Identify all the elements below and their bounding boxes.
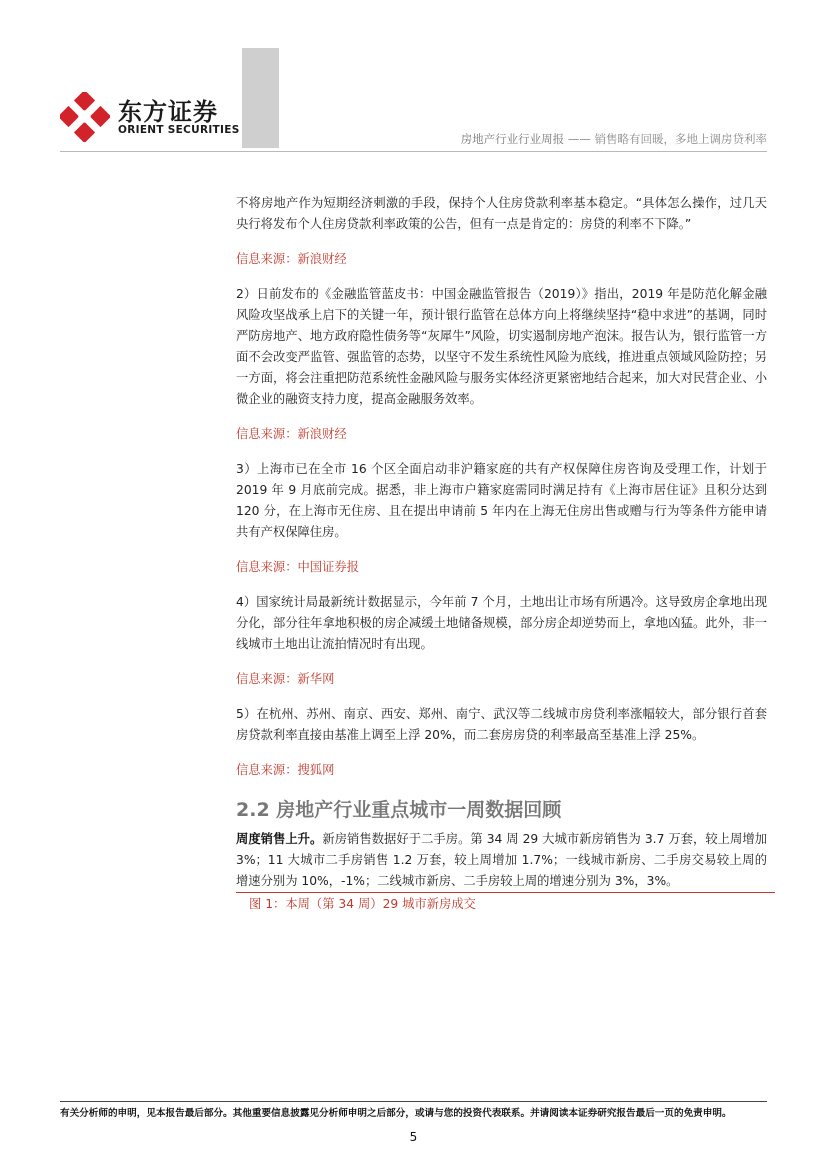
figure-caption: 图 1：本周（第 34 周）29 城市新房成交 <box>249 897 476 911</box>
running-title <box>461 131 767 147</box>
source-1: 信息来源：新浪财经 <box>236 252 347 266</box>
main-content <box>236 193 767 781</box>
source-5: 信息来源：搜狐网 <box>236 763 335 777</box>
page-number: 5 <box>409 1130 418 1144</box>
running-title-main: 房地产行业行业周报 <box>460 132 565 146</box>
paragraph-5: 5）在杭州、苏州、南京、西安、郑州、南宁、武汉等二线城市房贷利率涨幅较大，部分银行首套房贷款利率直接由基准上调至上浮 20%，而二套房房贷的利率最高至基准上浮 25%。 <box>236 707 767 742</box>
paragraph-3: 3）上海市已在全市 16 个区全面启动非沪籍家庭的共有产权保障住房咨询及受理工作，计划于 2019 年 9 月底前完成。据悉，非上海市户籍家庭需同时满足持有《上海市居住证》且积分达到 120 分，在上海市无住房、且在提出申请前 5 年内在上海无住房出售或赠与行为等条件方能申请共有产权保障住房。 <box>236 462 767 539</box>
header-divider <box>60 151 767 152</box>
logo-english-name: ORIENT SECURITIES <box>118 124 240 136</box>
section-body-text: 新房销售数据好于二手房。第 34 周 29 大城市新房销售为 3.7 万套，较上周增加 3%；11 大城市二手房销售 1.2 万套，较上周增加 1.7%；一线城市新房、二手房交易较上周的增速分别为 10%，-1%；二线城市新房、二手房较上周的增速分别为 3%，3%。 <box>236 832 767 888</box>
footer-divider <box>60 1101 767 1102</box>
footer-disclaimer: 有关分析师的申明，见本报告最后部分。其他重要信息披露见分析师申明之后部分，或请与您的投资代表联系。并请阅读本证券研究报告最后一页的免责申明。 <box>60 1108 732 1119</box>
paragraph-1: 不将房地产作为短期经济刺激的手段，保持个人住房贷款利率基本稳定。“具体怎么操作，过几天央行将发布个人住房贷款利率政策的公告，但有一点是肯定的：房贷的利率不下降。” <box>236 196 767 231</box>
source-3: 信息来源：中国证券报 <box>236 560 359 574</box>
header-gray-bar <box>242 48 279 148</box>
figure-divider <box>236 892 775 893</box>
source-2: 信息来源：新浪财经 <box>236 427 347 441</box>
section-title: 2.2 房地产行业重点城市一周数据回顾 <box>236 799 562 821</box>
paragraph-4: 4）国家统计局最新统计数据显示，今年前 7 个月，土地出让市场有所遇冷。这导致房企拿地出现分化，部分往年拿地积极的房企减缓土地储备规模，部分房企却逆势而上，拿地凶猛。此外，非一线城市土地出让流拍情况时有出现。 <box>236 595 767 651</box>
paragraph-2: 2）日前发布的《金融监管蓝皮书：中国金融监管报告（2019）》指出，2019 年是防范化解金融风险攻坚战承上启下的关键一年，预计银行监管在总体方向上将继续坚持“稳中求进”的基调，同时严防房地产、地方政府隐性债务等“灰犀牛”风险，切实遏制房地产泡沫。报告认为，银行监管一方面不会改变严监管、强监管的态势，以坚守不发生系统性风险为底线，推进重点领域风险防控；另一方面，将会注重把防范系统性金融风险与服务实体经济更紧密地结合起来，加大对民营企业、小微企业的融资支持力度，提高金融服务效率。 <box>236 287 767 406</box>
section-lead: 周度销售上升。 <box>236 832 323 846</box>
logo-chinese-name: 东方证券 <box>118 98 218 126</box>
running-title-separator: —— <box>564 132 595 146</box>
source-4: 信息来源：新华网 <box>236 672 335 686</box>
orient-securities-logo <box>60 92 110 142</box>
running-title-subtitle: 销售略有回暖，多地上调房贷利率 <box>594 132 767 146</box>
section-body <box>236 829 767 892</box>
